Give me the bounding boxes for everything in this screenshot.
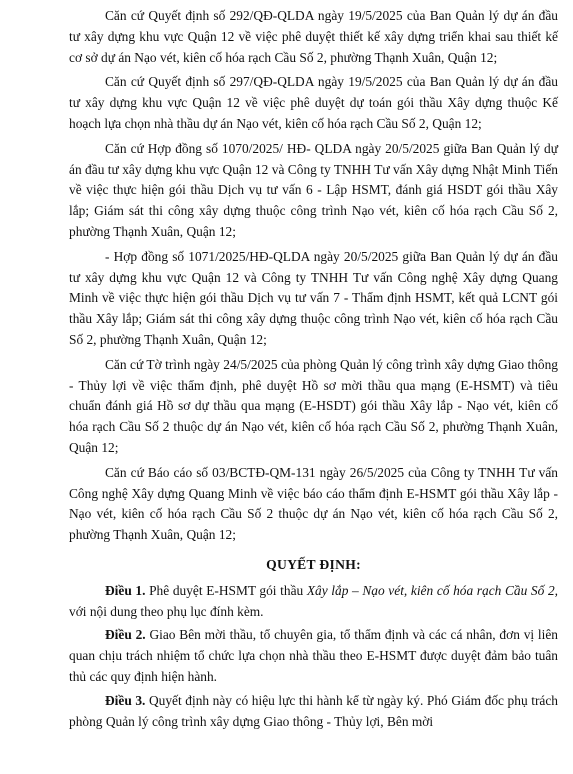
document-page	[69, 6, 558, 735]
article-2-label: Điều 2.	[105, 627, 146, 643]
article-1	[69, 581, 558, 623]
article-3-text: Quyết định này có hiệu lực thi hành kể từ ngày ký. Phó Giám đốc phụ trách phòng Quản lý công trình xây dựng Giao thông - Thủy lợi, Bên mời	[69, 692, 558, 729]
article-3-label: Điều 3.	[105, 692, 146, 708]
basis-paragraph-2: Căn cứ Quyết định số 297/QĐ-QLDA ngày 19/5/2025 của Ban Quản lý dự án đầu tư xây dựng khu vực Quận 12 về việc phê duyệt dự toán gói thầu Xây dựng thuộc Kế hoạch lựa chọn nhà thầu dự án Nạo vét, kiên cố hóa rạch Cầu Số 2, Quận 12;	[69, 74, 558, 131]
basis-paragraph-3: Căn cứ Hợp đồng số 1070/2025/ HĐ- QLDA ngày 20/5/2025 giữa Ban Quản lý dự án đầu tư xây dựng khu vực Quận 12 và Công ty TNHH Tư vấn Xây dựng Nhật Minh Tiến về việc thực hiện gói thầu Dịch vụ tư vấn 6 - Lập HSMT, đánh giá HSDT gói thầu Xây lắp; Giám sát thi công xây dựng thuộc công trình Nạo vét, kiên cố hóa rạch Cầu Số 2, phường Thạnh Xuân, Quận 12;	[69, 140, 558, 239]
article-1-text-after: với nội dung theo phụ lục đính kèm.	[69, 603, 264, 619]
article-1-package-name: Xây lắp – Nạo vét, kiên cố hóa rạch Cầu Số 2,	[306, 582, 558, 598]
basis-paragraph-1: Căn cứ Quyết định số 292/QĐ-QLDA ngày 19/5/2025 của Ban Quản lý dự án đầu tư xây dựng khu vực Quận 12 về việc phê duyệt thiết kế xây dựng triển khai sau thiết kế cơ sở dự án Nạo vét, kiên cố hóa rạch Cầu Số 2, phường Thạnh Xuân, Quận 12;	[69, 8, 558, 65]
basis-paragraph-5: Căn cứ Tờ trình ngày 24/5/2025 của phòng Quản lý công trình xây dựng Giao thông - Thủy lợi về việc thẩm định, phê duyệt Hồ sơ mời thầu qua mạng (E-HSMT) và tiêu chuẩn đánh giá Hồ sơ dự thầu qua mạng (E-HSDT) gói thầu Xây lắp - Nạo vét, kiên cố hóa rạch Cầu Số 2 thuộc dự án Nạo vét, kiên cố hóa rạch Cầu Số 2, phường Thạnh Xuân, Quận 12;	[69, 356, 558, 455]
article-1-text-before: Phê duyệt E-HSMT gói thầu	[145, 582, 307, 598]
basis-paragraph-6: Căn cứ Báo cáo số 03/BCTĐ-QM-131 ngày 26/5/2025 của Công ty TNHH Tư vấn Công nghệ Xây dựng Quang Minh về việc báo cáo thẩm định E-HSMT gói thầu Xây lắp - Nạo vét, kiên cố hóa rạch Cầu Số 2 thuộc dự án Nạo vét, kiên cố hóa rạch Cầu Số 2, phường Thạnh Xuân, Quận 12;	[69, 464, 558, 543]
article-2-text: Giao Bên mời thầu, tổ chuyên gia, tổ thẩm định và các cá nhân, đơn vị liên quan chịu trách nhiệm tổ chức lựa chọn nhà thầu theo E-HSMT được duyệt đảm bảo tuân thủ các quy định hiện hành.	[69, 627, 558, 684]
basis-paragraph-4: - Hợp đồng số 1071/2025/HĐ-QLDA ngày 20/5/2025 giữa Ban Quản lý dự án đầu tư xây dựng khu vực Quận 12 và Công ty TNHH Tư vấn Công nghệ Xây dựng Quang Minh về việc thực hiện gói thầu Dịch vụ tư vấn 7 - Thẩm định HSMT, kết quả LCNT gói thầu Xây lắp; Giám sát thi công xây dựng thuộc công trình Nạo vét, kiên cố hóa rạch Cầu Số 2, phường Thạnh Xuân, Quận 12;	[69, 248, 558, 347]
decision-heading: QUYẾT ĐỊNH:	[266, 556, 361, 572]
article-3	[69, 691, 558, 733]
article-1-label: Điều 1.	[105, 582, 146, 598]
article-2	[69, 625, 558, 687]
